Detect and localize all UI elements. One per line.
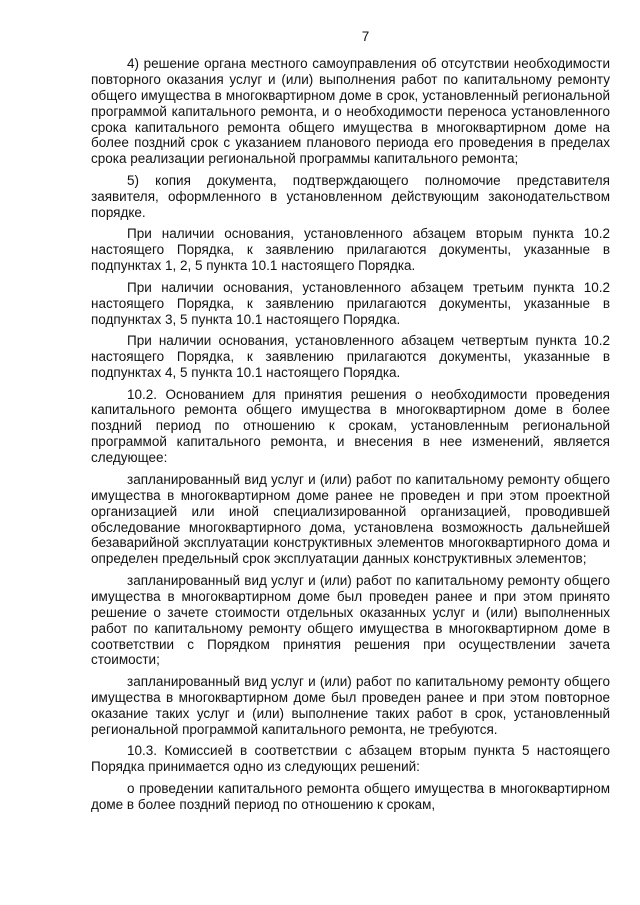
page-number: 7 (361, 29, 370, 44)
paragraph-decision-later-period: о проведении капитального ремонта общего имущества в многоквартирном доме в более поздний период по отношению к срокам, (91, 780, 610, 812)
paragraph-item-5: 5) копия документа, подтверждающего полномочие представителя заявителя, оформленного в установленном действующим законодательством порядке. (91, 172, 610, 220)
paragraph-basis-fourth: При наличии основания, установленного абзацем четвертым пункта 10.2 настоящего Порядка, к заявлению прилагаются документы, указанные в подпунктах 4, 5 пункта 10.1 настоящего Порядка. (91, 333, 610, 380)
paragraph-10-3: 10.3. Комиссией в соответствии с абзацем вторым пункта 5 настоящего Порядка принимается одно из следующих решений: (91, 743, 610, 775)
paragraph-basis-second: При наличии основания, установленного абзацем вторым пункта 10.2 настоящего Порядка, к заявлению прилагаются документы, указанные в подпунктах 1, 2, 5 пункта 10.1 настоящего Порядка. (91, 226, 610, 274)
paragraph-10-2: 10.2. Основанием для принятия решения о необходимости проведения капитального ремонта общего имущества в многоквартирном доме в более поздний период по отношению к срокам, установленным региональной программой капитального ремонта, и внесения в нее изменений, является следующее: (91, 386, 610, 466)
paragraph-basis-not-required: запланированный вид услуг и (или) работ по капитальному ремонту общего имущества в многоквартирном доме был проведен ранее и при этом повторное оказание таких услуг и (или) выполнение таких работ в срок, установленный региональной программой капитального ремонта, не требуются. (91, 674, 610, 737)
paragraph-basis-not-performed: запланированный вид услуг и (или) работ по капитальному ремонту общего имущества в многоквартирном доме ранее не проведен и при этом проектной организацией или иной специализированной организацией, проводившей обследование многоквартирного дома, установлена возможность дальнейшей безаварийной эксплуатации конструктивных элементов многоквартирного дома и определен предельный срок эксплуатации данных конструктивных элементов; (91, 471, 610, 567)
paragraph-basis-offset: запланированный вид услуг и (или) работ по капитальному ремонту общего имущества в многоквартирном доме был проведен ранее и при этом принято решение о зачете стоимости отдельных оказанных услуг и (или) выполненных работ по капитальному ремонту общего имущества в многоквартирном доме в соответствии с Порядком принятия решения при осуществлении зачета стоимости; (91, 572, 610, 668)
paragraph-basis-third: При наличии основания, установленного абзацем третьим пункта 10.2 настоящего Порядка, к заявлению прилагаются документы, указанные в подпунктах 3, 5 пункта 10.1 настоящего Порядка. (91, 279, 610, 327)
paragraph-item-4: 4) решение органа местного самоуправления об отсутствии необходимости повторного оказания услуг и (или) выполнения работ по капитальному ремонту общего имущества в многоквартирном доме в срок, установленный региональной программой капитального ремонта, и о необходимости переноса установленного срока капитального ремонта общего имущества в многоквартирном доме на более поздний срок с указанием планового периода его проведения в пределах срока реализации региональной программы капитального ремонта; (91, 55, 610, 167)
